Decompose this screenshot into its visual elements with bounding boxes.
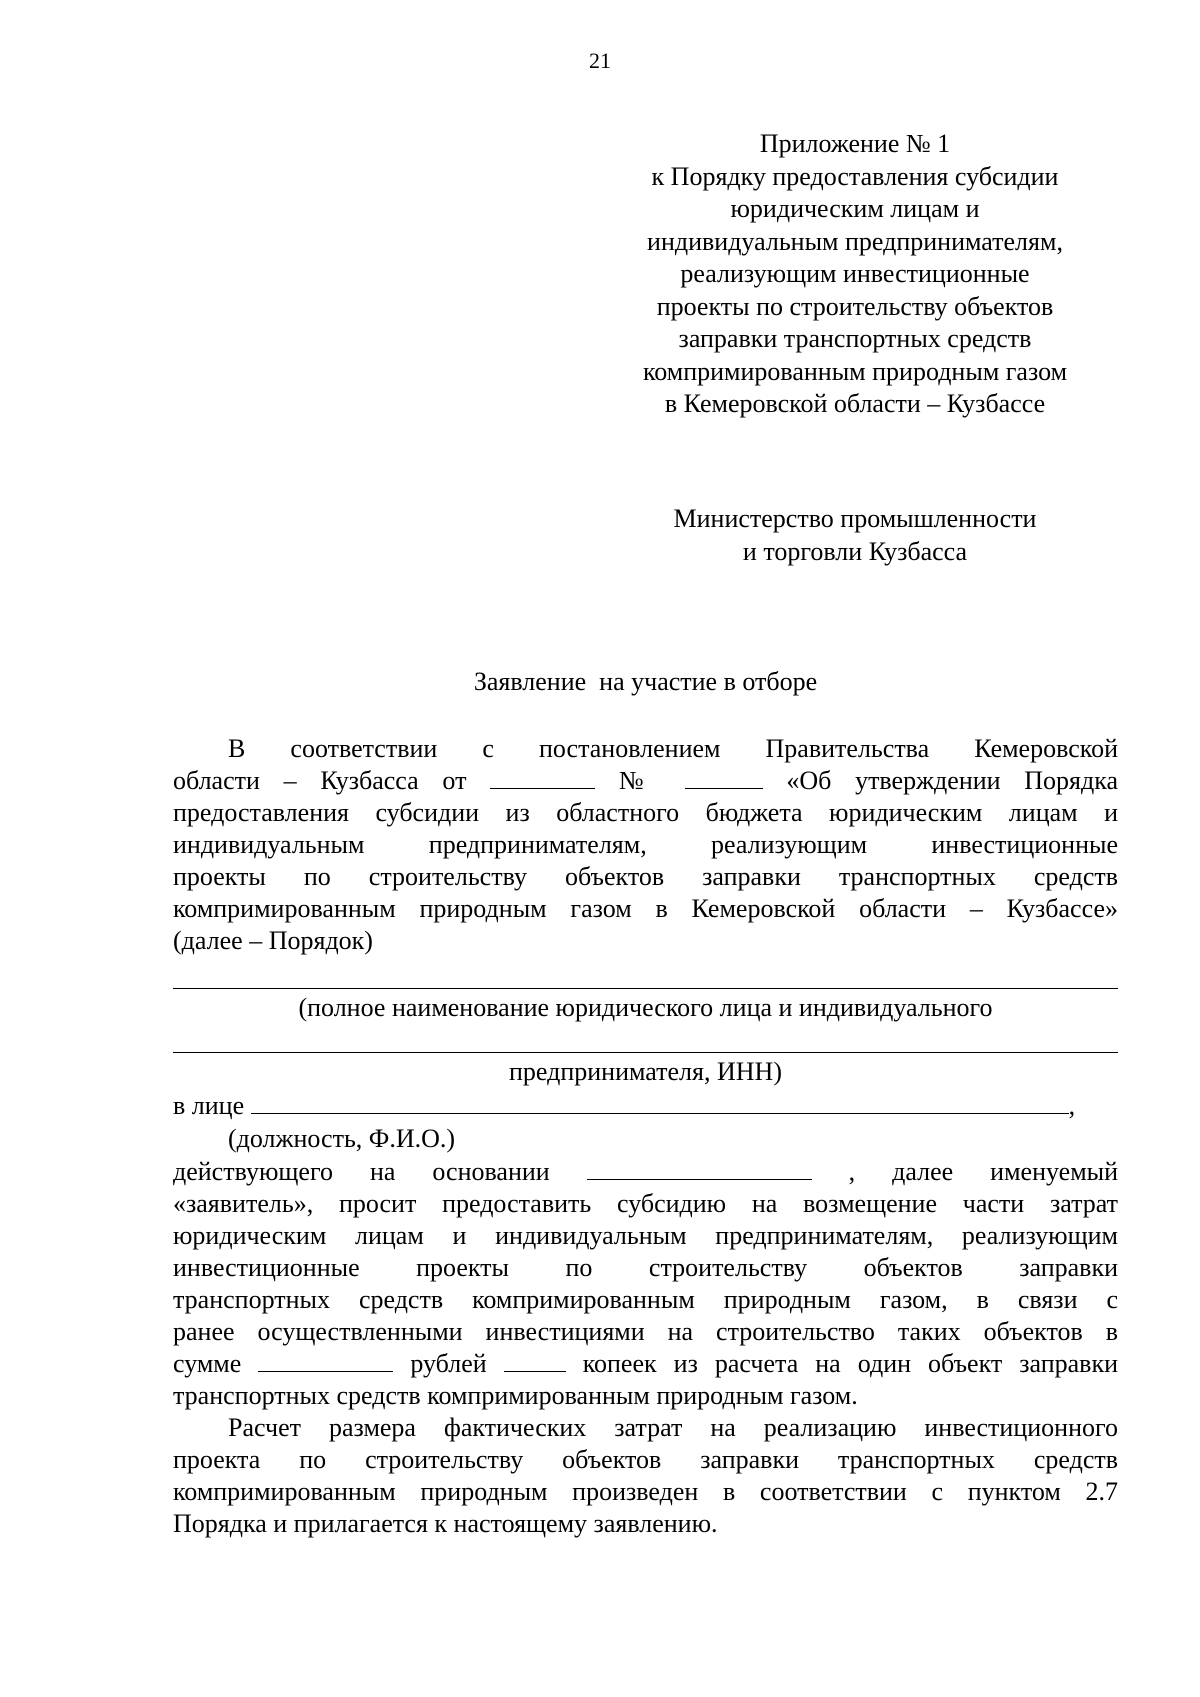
para2-line [173,1157,1118,1187]
fill-line [173,1052,1118,1053]
position-caption: (должность, Ф.И.О.) [228,1124,456,1153]
para2-text: , далее именуемый [848,1157,1119,1186]
number-blank [685,766,763,789]
para3-line: Расчет размера фактических затрат на реализацию инвестиционного [228,1413,1118,1442]
para1-line: предоставления субсидии из областного бюджета юридическим лицам и [173,798,1118,827]
para1-line: проекты по строительству объектов заправки транспортных средств [173,862,1118,891]
appendix-line: компримированным природным газом [642,356,1068,386]
para2-text: сумме [173,1349,242,1378]
addressee-line: Министерство промышленности [673,504,1037,533]
para1-line [173,766,1118,796]
addressee-line: и торговли Кузбасса [742,536,968,566]
para2-text: рублей [410,1349,487,1378]
para2-text: действующего на основании [173,1157,550,1186]
appendix-line: юридическим лицам и [730,194,980,223]
para1-text: № [618,766,661,795]
para1-line: (далее – Порядок) [173,926,373,955]
appendix-line: индивидуальным предпринимателям, [647,226,1063,256]
appendix-line: в Кемеровской области – Кузбассе [664,389,1046,418]
appendix-line: проекты по строительству объектов [656,291,1054,321]
appendix-header [620,128,1090,421]
para2-line: «заявитель», просит предоставить субсидию на возмещение части затрат [173,1189,1118,1218]
comma: , [1068,1091,1076,1120]
para2-line [173,1349,1118,1379]
date-blank [490,766,595,789]
para2-text: копеек из расчета на один объект заправки [582,1349,1119,1378]
appendix-line: Приложение № 1 [759,129,951,158]
para1-line: В соответствии с постановлением Правительства Кемеровской [228,734,1118,763]
para1-line: компримированным природным газом в Кемеровской области – Кузбассе» [173,894,1118,923]
in-person-label: в лице [173,1091,245,1120]
fill-line [173,988,1118,989]
para2-line: инвестиционные проекты по строительству объектов заправки [173,1253,1118,1282]
page-number: 21 [589,48,611,73]
para2-line: транспортных средств компримированным природным газом. [173,1381,858,1410]
field-caption: (полное наименование юридического лица и индивидуального [298,993,993,1022]
para3-line: компримированным природным произведен в соответствии с пунктом 2.7 [173,1477,1118,1506]
appendix-line: к Порядку предоставления субсидии [651,161,1059,191]
para2-line: юридическим лицам и индивидуальным предпринимателям, реализующим [173,1221,1118,1250]
para1-text: области – Кузбасса от [173,766,467,795]
para3-line: Порядка и прилагается к настоящему заявлению. [173,1509,718,1538]
kopecks-blank [504,1349,566,1372]
addressee [620,503,1090,568]
appendix-line: заправки транспортных средств [678,324,1032,353]
in-person-blank [251,1091,1069,1114]
para1-line: индивидуальным предпринимателям, реализующим инвестиционные [173,830,1118,859]
para1-text: «Об утверждении Порядка [786,766,1119,795]
basis-blank [587,1157,812,1180]
in-person-row [173,1091,1118,1121]
appendix-line: реализующим инвестиционные [680,259,1030,288]
document-title: Заявление на участие в отборе [473,667,818,696]
rubles-blank [258,1349,393,1372]
para2-line: транспортных средств компримированным природным газом, в связи с [173,1285,1118,1314]
para2-line: ранее осуществленными инвестициями на строительство таких объектов в [173,1317,1118,1346]
para3-line: проекта по строительству объектов заправки транспортных средств [173,1445,1118,1474]
field-caption: предпринимателя, ИНН) [509,1057,782,1086]
